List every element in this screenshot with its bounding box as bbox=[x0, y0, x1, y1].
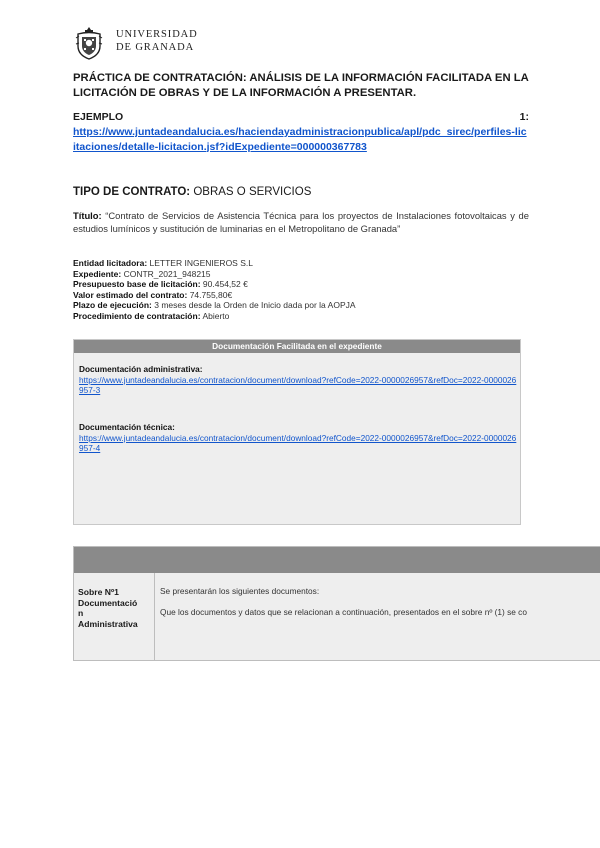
detail-plazo bbox=[73, 300, 529, 311]
university-logo bbox=[74, 26, 214, 60]
detail-label: Procedimiento de contratación: bbox=[73, 310, 201, 321]
sobre-table bbox=[73, 546, 600, 661]
detail-expediente bbox=[73, 269, 529, 280]
sobre-row-label-line: Administrativa bbox=[78, 618, 138, 629]
admin-documentation-link[interactable]: https://www.juntadeandalucia.es/contratacion/document/download?refCode=2022-0000026957&refDoc=2022-0000026957-3 bbox=[79, 374, 517, 396]
sobre-row-label-cell bbox=[74, 573, 155, 661]
university-name-line1: UNIVERSIDAD bbox=[116, 29, 198, 40]
university-name bbox=[116, 29, 198, 54]
document-heading: PRÁCTICA DE CONTRATACIÓN: ANÁLISIS DE LA INFORMACIÓN FACILITADA EN LA LICITACIÓN DE OBRAS Y DE LA INFORMACIÓN A PRESENTAR. bbox=[73, 72, 529, 99]
sobre-row-text: Se presentarán los siguientes documentos: bbox=[160, 586, 320, 596]
sobre-row-content bbox=[160, 586, 600, 627]
detail-presupuesto bbox=[73, 279, 529, 290]
detail-value: CONTR_2021_948215 bbox=[123, 268, 211, 279]
sobre-row-label-line: Documentació bbox=[78, 597, 138, 608]
technical-documentation-link[interactable]: https://www.juntadeandalucia.es/contratacion/document/download?refCode=2022-0000026957&refDoc=2022-0000026957-4 bbox=[79, 432, 517, 454]
admin-documentation-label: Documentación administrativa: bbox=[79, 364, 203, 374]
detail-label: Expediente: bbox=[73, 268, 122, 279]
contract-details bbox=[73, 258, 529, 322]
university-name-line2: DE GRANADA bbox=[116, 41, 195, 53]
detail-value: 3 meses desde la Orden de Inicio dada por la AOPJA bbox=[154, 300, 356, 311]
sobre-table-header bbox=[74, 547, 600, 573]
example-label: EJEMPLO bbox=[73, 111, 124, 123]
technical-documentation-label: Documentación técnica: bbox=[79, 422, 175, 432]
detail-label: Presupuesto base de licitación: bbox=[73, 279, 201, 290]
contract-type-label: TIPO DE CONTRATO: bbox=[73, 186, 191, 198]
technical-documentation bbox=[79, 422, 519, 454]
documentation-box-header: Documentación Facilitada en el expediente bbox=[74, 340, 520, 353]
detail-value: 90.454,52 € bbox=[202, 279, 248, 290]
example-number: 1: bbox=[519, 111, 529, 123]
example-link[interactable]: https://www.juntadeandalucia.es/haciendayadministracionpublica/apl/pdc_sirec/perfiles-licitaciones/detalle-licitacion.jsf?idExpediente=000000367783 bbox=[73, 126, 527, 153]
contract-title bbox=[73, 209, 529, 235]
university-crest-icon bbox=[74, 26, 104, 60]
detail-value: LETTER INGENIEROS S.L bbox=[149, 258, 253, 268]
sobre-row-label-line: Sobre Nº1 bbox=[78, 587, 119, 597]
documentation-box bbox=[73, 339, 521, 525]
contract-title-label: Título: bbox=[73, 210, 102, 221]
contract-title-value: “Contrato de Servicios de Asistencia Técnica para los proyectos de Instalaciones fotovoltaicas y de estudios lumínicos y sustitución de luminarias en el Metropolitano de Granada” bbox=[73, 210, 529, 234]
detail-procedimiento bbox=[73, 311, 529, 322]
detail-value: Abierto bbox=[202, 310, 230, 321]
detail-entidad bbox=[73, 258, 529, 269]
sobre-row-label bbox=[78, 587, 152, 629]
detail-valor-estimado bbox=[73, 290, 529, 301]
contract-type bbox=[73, 186, 311, 198]
admin-documentation bbox=[79, 364, 519, 396]
detail-label: Entidad licitadora: bbox=[73, 258, 148, 268]
detail-label: Plazo de ejecución: bbox=[73, 300, 152, 311]
detail-value: 74.755,80€ bbox=[189, 289, 233, 300]
detail-label: Valor estimado del contrato: bbox=[73, 289, 188, 300]
contract-type-value: OBRAS O SERVICIOS bbox=[193, 186, 312, 198]
sobre-row-text: Que los documentos y datos que se relacionan a continuación, presentados en el sobre nº (1) se co bbox=[160, 606, 527, 617]
sobre-row-label-line: n bbox=[78, 608, 84, 619]
example-row bbox=[73, 111, 529, 123]
